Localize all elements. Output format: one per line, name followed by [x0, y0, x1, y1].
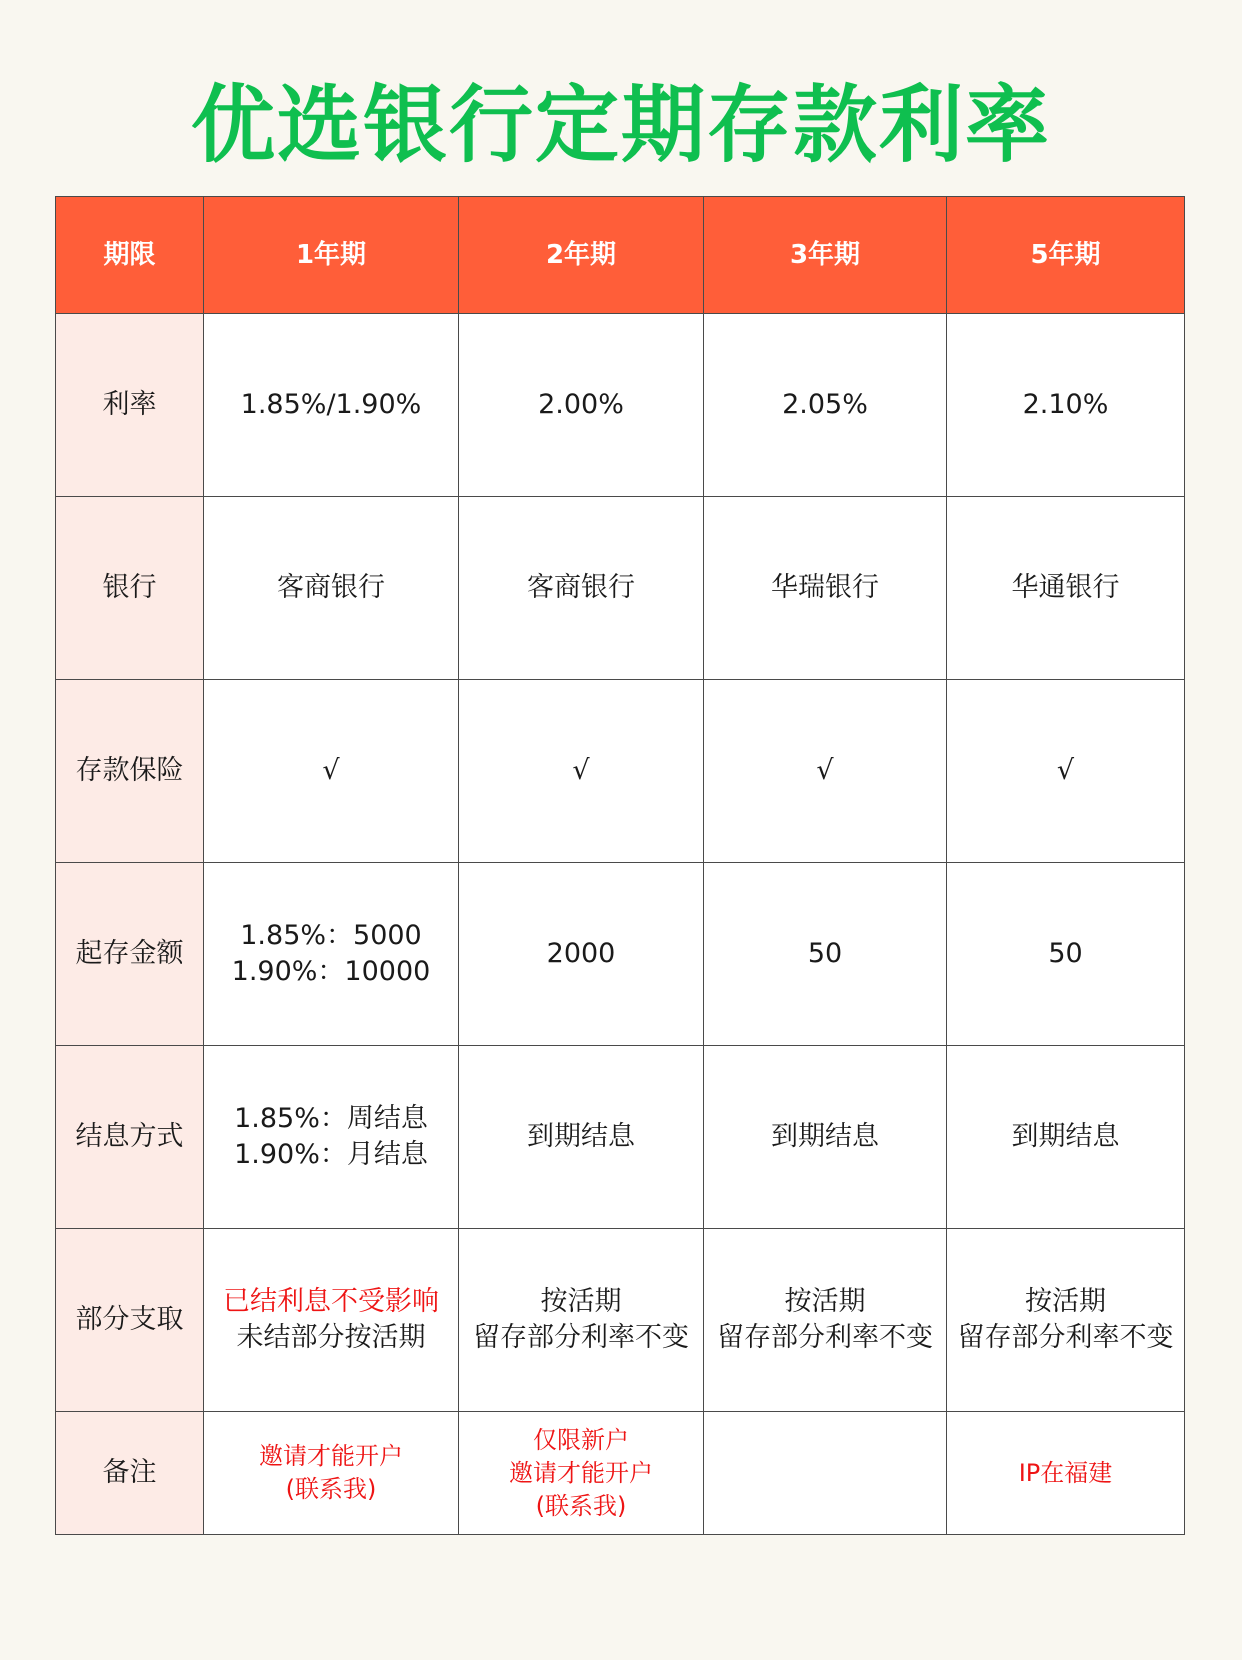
cell-bank-2y	[459, 497, 704, 680]
cell-withdrawal-3y	[704, 1229, 947, 1412]
cell-text: 50	[807, 938, 843, 969]
cell-insurance-1y	[204, 680, 459, 863]
table-row-interest-settlement	[56, 1046, 1185, 1229]
cell-rate-3y	[704, 314, 947, 497]
cell-insurance-2y	[459, 680, 704, 863]
cell-text: 1.85%：周结息	[234, 1103, 428, 1134]
cell-notes-1y	[204, 1412, 459, 1535]
row-label-minimum-deposit: 起存金额	[56, 863, 204, 1046]
cell-text: 50	[1048, 938, 1083, 969]
cell-bank-1y	[204, 497, 459, 680]
table-row-bank	[56, 497, 1185, 680]
table-row-partial-withdrawal	[56, 1229, 1185, 1412]
cell-text: 留存部分利率不变	[957, 1322, 1174, 1353]
row-label-bank: 银行	[56, 497, 204, 680]
cell-text: 留存部分利率不变	[473, 1322, 689, 1353]
check-mark: √	[816, 755, 834, 786]
cell-text-highlight: 已结利息不受影响	[223, 1286, 439, 1317]
cell-rate-5y	[947, 314, 1185, 497]
table-header-row	[56, 197, 1185, 314]
cell-minimum-2y	[459, 863, 704, 1046]
row-label-rate: 利率	[56, 314, 204, 497]
note-text: (联系我)	[285, 1475, 377, 1503]
cell-bank-5y	[947, 497, 1185, 680]
header-term: 期限	[56, 197, 204, 314]
cell-text: 到期结息	[771, 1121, 879, 1152]
cell-text: 按活期	[1025, 1286, 1106, 1317]
cell-text: 留存部分利率不变	[717, 1322, 933, 1353]
cell-rate-1y	[204, 314, 459, 497]
note-text: 邀请才能开户	[509, 1458, 653, 1487]
note-text: IP在福建	[1018, 1458, 1113, 1487]
cell-text: 客商银行	[527, 572, 635, 603]
cell-text: 1.85%/1.90%	[240, 389, 422, 420]
cell-text: 2.05%	[782, 389, 868, 420]
table-row-notes	[56, 1412, 1185, 1535]
cell-notes-3y	[704, 1412, 947, 1535]
cell-settlement-1y	[204, 1046, 459, 1229]
check-mark: √	[322, 755, 340, 786]
cell-text: 2.10%	[1022, 389, 1109, 420]
page-title: 优选银行定期存款利率	[190, 76, 1051, 174]
cell-notes-2y	[459, 1412, 704, 1535]
cell-minimum-1y	[204, 863, 459, 1046]
cell-text: 客商银行	[277, 572, 385, 603]
cell-insurance-3y	[704, 680, 947, 863]
cell-text: 按活期	[784, 1286, 866, 1317]
cell-text: 2000	[546, 938, 616, 969]
cell-withdrawal-1y	[204, 1229, 459, 1412]
cell-text: 按活期	[540, 1286, 622, 1317]
cell-text: 到期结息	[527, 1121, 635, 1152]
cell-text: 1.90%：10000	[231, 956, 431, 987]
cell-minimum-3y	[704, 863, 947, 1046]
cell-withdrawal-2y	[459, 1229, 704, 1412]
cell-bank-3y	[704, 497, 947, 680]
cell-settlement-2y	[459, 1046, 704, 1229]
note-text: 仅限新户	[533, 1425, 629, 1454]
row-label-deposit-insurance: 存款保险	[56, 680, 204, 863]
table-row-rate	[56, 314, 1185, 497]
empty-cell	[708, 1473, 942, 1474]
cell-insurance-5y	[947, 680, 1185, 863]
cell-minimum-5y	[947, 863, 1185, 1046]
cell-text: 华通银行	[1011, 572, 1120, 603]
check-mark: √	[1056, 755, 1075, 786]
cell-settlement-5y	[947, 1046, 1185, 1229]
cell-notes-5y	[947, 1412, 1185, 1535]
table-row-minimum-deposit	[56, 863, 1185, 1046]
header-5-year: 5年期	[947, 197, 1185, 314]
deposit-rate-table	[55, 196, 1185, 1535]
check-mark: √	[572, 755, 590, 786]
header-1-year: 1年期	[204, 197, 459, 314]
cell-text: 华瑞银行	[771, 572, 879, 603]
cell-settlement-3y	[704, 1046, 947, 1229]
row-label-partial-withdrawal: 部分支取	[56, 1229, 204, 1412]
table-row-deposit-insurance	[56, 680, 1185, 863]
header-3-year: 3年期	[704, 197, 947, 314]
cell-text: 1.90%：月结息	[234, 1139, 428, 1170]
cell-text: 1.85%：5000	[240, 920, 422, 951]
cell-withdrawal-5y	[947, 1229, 1185, 1412]
note-text: (联系我)	[535, 1491, 627, 1520]
note-text: 邀请才能开户	[259, 1442, 403, 1470]
row-label-notes: 备注	[56, 1412, 204, 1535]
row-label-interest-settlement: 结息方式	[56, 1046, 204, 1229]
cell-text: 2.00%	[538, 389, 624, 420]
cell-text: 未结部分按活期	[236, 1322, 426, 1353]
cell-rate-2y	[459, 314, 704, 497]
cell-text: 到期结息	[1011, 1121, 1120, 1152]
header-2-year: 2年期	[459, 197, 704, 314]
